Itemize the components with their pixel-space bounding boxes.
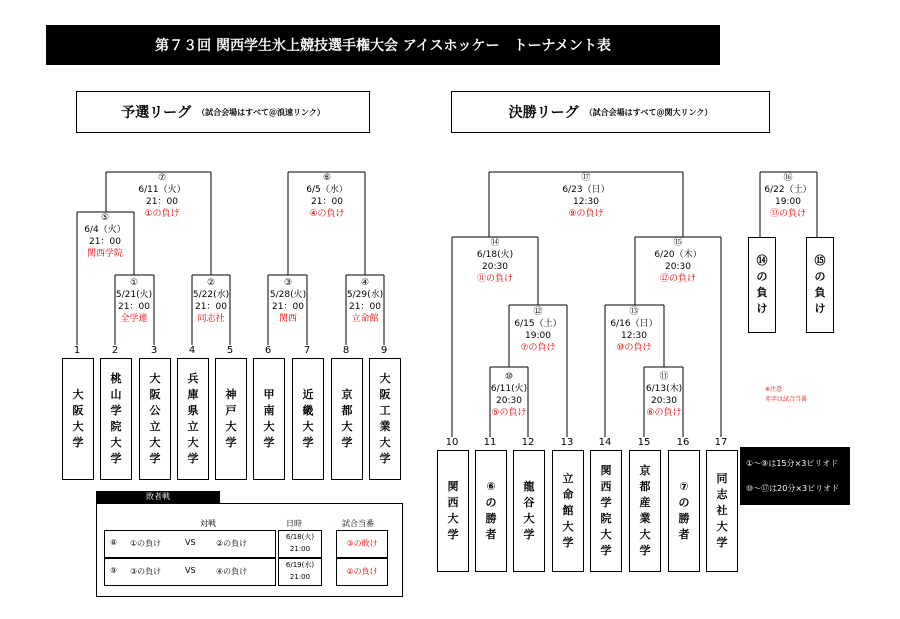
char: 大 <box>341 420 353 433</box>
char: ⑥ <box>486 480 496 493</box>
match-duty: 同志社 <box>197 314 225 324</box>
match-time: 20:30 <box>651 396 677 406</box>
char: 畿 <box>302 404 314 417</box>
match-time: 21：00 <box>311 197 343 207</box>
char: の <box>814 270 826 283</box>
match-17-info <box>562 172 609 220</box>
char: 公 <box>149 404 161 417</box>
preliminary-league-title: 予選リーグ <box>121 105 192 121</box>
char: 関 <box>600 464 612 477</box>
match-number: ① <box>129 278 139 288</box>
char: 命 <box>562 488 574 501</box>
team-box <box>292 358 324 480</box>
match-date: 6/15（土） <box>514 319 562 329</box>
char: 学 <box>187 452 199 465</box>
char: 館 <box>562 504 574 517</box>
match-number: ⑬ <box>629 307 639 317</box>
match-number: ② <box>206 278 216 288</box>
row-left-team: ③の負け <box>130 567 162 576</box>
match-duty: ⑪の負け <box>476 274 514 284</box>
match-time: 20:30 <box>665 262 691 272</box>
char: 京 <box>639 464 651 477</box>
match-number: ⑥ <box>322 173 332 183</box>
char: 戸 <box>225 404 237 417</box>
char: 大 <box>72 420 84 433</box>
char: 学 <box>302 436 314 449</box>
match-date: 6/13(木) <box>645 384 683 394</box>
team-box <box>369 358 401 480</box>
match-date: 6/11（火） <box>138 185 186 195</box>
char: 京 <box>341 388 353 401</box>
team-box <box>668 450 700 572</box>
final-league-note: （試合会場はすべて＠関大リンク） <box>584 107 713 117</box>
notes <box>765 385 807 405</box>
char: 大 <box>263 420 275 433</box>
char: 阪 <box>72 404 84 417</box>
match-number: ⑮ <box>673 238 683 248</box>
match-15-info <box>654 237 701 285</box>
char: 都 <box>639 480 651 493</box>
char: 学 <box>523 528 535 541</box>
match-duty: 全学連 <box>120 314 148 324</box>
team-box <box>706 450 738 572</box>
char: 業 <box>639 512 651 525</box>
char: 山 <box>110 388 122 401</box>
char: 大 <box>379 436 391 449</box>
row-duty-text: ③の敗け <box>346 539 378 548</box>
match-6-info <box>306 172 348 220</box>
char: 学 <box>341 436 353 449</box>
match-time: 21：00 <box>89 237 121 247</box>
char: 大 <box>523 512 535 525</box>
char: 大 <box>110 436 122 449</box>
team-number: 7 <box>303 345 311 356</box>
row-date: 6/19(水) <box>285 561 315 569</box>
char: 業 <box>379 420 391 433</box>
match-time: 21：00 <box>272 302 304 312</box>
char: 学 <box>225 436 237 449</box>
char: 大 <box>639 528 651 541</box>
char: 大 <box>379 372 391 385</box>
row-right-team: ②の負け <box>216 539 248 548</box>
match-14-info <box>477 237 513 285</box>
row-no: ⑧ <box>110 538 118 547</box>
match-duty: 関西学院 <box>86 249 123 259</box>
match-time: 21：00 <box>146 197 178 207</box>
char: ⑦ <box>679 480 689 493</box>
char: 勝 <box>678 512 690 525</box>
team-box <box>437 450 469 572</box>
char: 院 <box>600 512 612 525</box>
loser-box <box>806 237 834 333</box>
row-duty-text: ②の負け <box>346 567 378 576</box>
match-date: 5/22(水) <box>192 290 230 300</box>
char: 南 <box>263 404 275 417</box>
char: の <box>756 270 768 283</box>
match-number: ⑯ <box>783 173 793 183</box>
match-10-info <box>491 371 527 419</box>
team-number: 3 <box>150 345 158 356</box>
char: 立 <box>187 420 199 433</box>
match-11-info <box>646 371 682 419</box>
team-number: 14 <box>598 437 612 448</box>
char: 同 <box>716 472 728 485</box>
match-number: ⑰ <box>581 173 591 183</box>
char: 大 <box>149 436 161 449</box>
char: 県 <box>187 404 199 417</box>
match-date: 6/5（水） <box>306 185 348 195</box>
match-number: ⑭ <box>490 238 500 248</box>
match-duty: ⑫の負け <box>659 274 696 284</box>
char: け <box>814 302 826 315</box>
match-number: ③ <box>283 278 293 288</box>
match-time: 20:30 <box>496 396 522 406</box>
char: 近 <box>302 388 314 401</box>
team-number: 15 <box>637 437 651 448</box>
match-duty: ⑥の負け <box>646 408 682 418</box>
match-16-info <box>764 172 811 220</box>
team-box <box>177 358 209 480</box>
char: ⑭ <box>756 254 768 267</box>
match-duty: 立命館 <box>351 314 379 324</box>
char: の <box>678 496 690 509</box>
match-duty: ⑨の負け <box>568 209 604 219</box>
match-number: ⑩ <box>504 372 514 382</box>
char: の <box>485 496 497 509</box>
match-5-info <box>84 212 126 260</box>
period-info-box <box>740 447 850 505</box>
char: 工 <box>379 404 391 417</box>
char: 阪 <box>149 388 161 401</box>
row-right-team: ④の負け <box>216 567 248 576</box>
char: 立 <box>149 420 161 433</box>
match-duty: ⑬の負け <box>769 209 806 219</box>
consolation-title: 敗者戦 <box>96 491 220 503</box>
match-duty: 関西 <box>278 314 298 324</box>
char: 阪 <box>379 388 391 401</box>
page-title: 第７３回 関西学生氷上競技選手権大会 アイスホッケー トーナメント表 <box>46 25 720 65</box>
match-date: 5/29(水) <box>346 290 384 300</box>
match-date: 6/22（土） <box>764 185 812 195</box>
loser-box <box>748 237 776 333</box>
char: 学 <box>447 528 459 541</box>
char: 大 <box>187 436 199 449</box>
match-date: 6/16（日） <box>610 319 658 329</box>
char: 負 <box>756 286 768 299</box>
match-number: ⑫ <box>533 307 543 317</box>
row-no: ⑨ <box>110 566 118 575</box>
char: 学 <box>716 536 728 549</box>
char: 大 <box>716 520 728 533</box>
row-datetime <box>278 530 322 558</box>
char: 神 <box>225 388 237 401</box>
team-number: 4 <box>188 345 196 356</box>
team-box <box>139 358 171 480</box>
char: 学 <box>149 452 161 465</box>
preliminary-league-note: （試合会場はすべて＠浪速リンク） <box>197 107 325 117</box>
match-date: 6/11(火) <box>490 384 528 394</box>
team-number: 12 <box>521 437 535 448</box>
match-time: 21：00 <box>118 302 150 312</box>
char: 都 <box>341 404 353 417</box>
team-box <box>100 358 132 480</box>
team-number: 11 <box>483 437 497 448</box>
match-time: 20:30 <box>482 262 508 272</box>
char: 大 <box>562 520 574 533</box>
team-box <box>62 358 94 480</box>
team-number: 16 <box>676 437 690 448</box>
team-box <box>552 450 584 572</box>
match-date: 5/28(火) <box>269 290 307 300</box>
char: 産 <box>639 496 651 509</box>
char: 学 <box>562 536 574 549</box>
team-box <box>253 358 285 480</box>
char: 院 <box>110 420 122 433</box>
char: 学 <box>72 436 84 449</box>
team-number: 5 <box>226 345 234 356</box>
match-duty: ①の負け <box>144 209 180 219</box>
row-vs: VS <box>185 538 196 547</box>
char: 社 <box>716 504 728 517</box>
char: 兵 <box>187 372 199 385</box>
period-line-1: ①〜⑨は15分×3ピリオド <box>746 459 839 468</box>
char: 大 <box>225 420 237 433</box>
match-time: 21：00 <box>349 302 381 312</box>
match-date: 5/21(火) <box>115 290 153 300</box>
team-number: 6 <box>264 345 272 356</box>
match-12-info <box>514 306 561 354</box>
char: 龍 <box>523 480 535 493</box>
char: 者 <box>678 528 690 541</box>
char: 学 <box>600 496 612 509</box>
team-box <box>629 450 661 572</box>
team-box <box>215 358 247 480</box>
char: 大 <box>72 388 84 401</box>
team-number: 10 <box>445 437 459 448</box>
char: 谷 <box>523 496 535 509</box>
match-date: 6/4（火） <box>84 225 126 235</box>
char: 学 <box>639 544 651 557</box>
match-duty: ④の負け <box>309 209 345 219</box>
match-3-info <box>270 277 306 325</box>
char: 桃 <box>110 372 122 385</box>
team-number: 9 <box>380 345 388 356</box>
team-number: 8 <box>342 345 350 356</box>
char: ⑮ <box>814 254 826 267</box>
match-number: ⑪ <box>659 372 669 382</box>
char: 学 <box>263 436 275 449</box>
match-date: 6/23（日） <box>562 185 610 195</box>
team-number: 17 <box>714 437 728 448</box>
char: 大 <box>600 528 612 541</box>
char: 者 <box>485 528 497 541</box>
header-match: 対戦 <box>200 519 216 528</box>
team-box <box>331 358 363 480</box>
match-4-info <box>347 277 383 325</box>
row-vs: VS <box>185 566 196 575</box>
notes-line-2: 赤字は試合当番 <box>765 396 808 403</box>
team-box <box>513 450 545 572</box>
char: 負 <box>814 286 826 299</box>
char: 学 <box>600 544 612 557</box>
char: け <box>756 302 768 315</box>
row-date: 6/18(火) <box>285 533 315 541</box>
char: 大 <box>447 512 459 525</box>
match-duty: ⑤の負け <box>491 408 527 418</box>
match-number: ⑦ <box>157 173 167 183</box>
row-duty <box>336 530 388 558</box>
char: 西 <box>447 496 459 509</box>
match-number: ⑤ <box>100 213 110 223</box>
match-date: 6/20（木） <box>654 250 702 260</box>
char: 大 <box>302 420 314 433</box>
char: 勝 <box>485 512 497 525</box>
match-time: 12:30 <box>573 197 599 207</box>
team-number: 13 <box>560 437 574 448</box>
notes-line-1: ※注意 <box>765 386 783 393</box>
match-time: 19:00 <box>525 331 551 341</box>
match-2-info <box>193 277 229 325</box>
row-datetime <box>278 558 322 586</box>
team-number: 2 <box>111 345 119 356</box>
team-box <box>475 450 507 572</box>
match-1-info <box>116 277 152 325</box>
team-number: 1 <box>73 345 81 356</box>
match-duty: ⑩の負け <box>616 343 652 353</box>
row-duty <box>336 558 388 586</box>
char: 関 <box>447 480 459 493</box>
team-box <box>590 450 622 572</box>
match-duty: ⑦の負け <box>520 343 556 353</box>
match-time: 12:30 <box>621 331 647 341</box>
match-time: 19:00 <box>775 197 801 207</box>
period-line-2: ⑩〜⑰は20分×3ピリオド <box>746 484 840 493</box>
final-league-title: 決勝リーグ <box>508 105 579 121</box>
match-7-info <box>138 172 185 220</box>
char: 立 <box>562 472 574 485</box>
match-13-info <box>610 306 657 354</box>
char: 志 <box>716 488 728 501</box>
char: 学 <box>379 452 391 465</box>
char: 学 <box>110 452 122 465</box>
char: 学 <box>110 404 122 417</box>
char: 西 <box>600 480 612 493</box>
row-time: 21:00 <box>289 545 311 553</box>
char: 大 <box>149 372 161 385</box>
match-time: 21：00 <box>195 302 227 312</box>
char: 甲 <box>263 388 275 401</box>
row-time: 21:00 <box>289 573 311 581</box>
header-duty: 試合当番 <box>342 519 374 528</box>
char: 庫 <box>187 388 199 401</box>
row-left-team: ①の負け <box>130 539 162 548</box>
header-date: 日時 <box>286 519 302 528</box>
match-number: ④ <box>360 278 370 288</box>
match-date: 6/18(火) <box>476 250 514 260</box>
